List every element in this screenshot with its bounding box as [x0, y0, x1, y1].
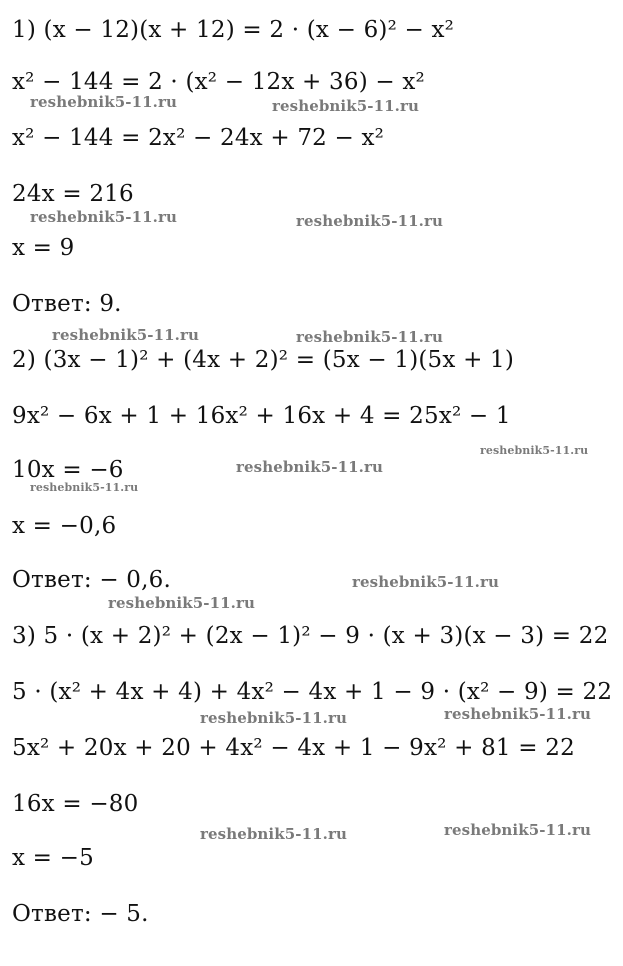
- watermark: reshebnik5-11.ru: [200, 825, 347, 843]
- problem-3-solution: x = −5: [12, 845, 94, 871]
- watermark: reshebnik5-11.ru: [480, 444, 589, 457]
- problem-2-step-expand: 9x² − 6x + 1 + 16x² + 16x + 4 = 25x² − 1: [12, 403, 511, 429]
- problem-1-step-expand: x² − 144 = 2 · (x² − 12x + 36) − x²: [12, 69, 425, 95]
- problem-1-answer: Ответ: 9.: [12, 291, 122, 317]
- problem-3-equation: 3) 5 · (x + 2)² + (2x − 1)² − 9 · (x + 3)(x − 3) = 22: [12, 623, 609, 649]
- watermark: reshebnik5-11.ru: [272, 97, 419, 115]
- watermark: reshebnik5-11.ru: [444, 821, 591, 839]
- problem-1-step-linear: 24x = 216: [12, 181, 134, 207]
- watermark: reshebnik5-11.ru: [30, 93, 177, 111]
- watermark: reshebnik5-11.ru: [30, 481, 139, 494]
- watermark: reshebnik5-11.ru: [30, 208, 177, 226]
- problem-3-step-expand: 5 · (x² + 4x + 4) + 4x² − 4x + 1 − 9 · (x² − 9) = 22: [12, 679, 613, 705]
- watermark: reshebnik5-11.ru: [352, 573, 499, 591]
- problem-2-equation: 2) (3x − 1)² + (4x + 2)² = (5x − 1)(5x + 1): [12, 347, 515, 373]
- problem-2-solution: x = −0,6: [12, 513, 117, 539]
- problem-3-step-simplify: 5x² + 20x + 20 + 4x² − 4x + 1 − 9x² + 81 = 22: [12, 735, 575, 761]
- watermark: reshebnik5-11.ru: [52, 326, 199, 344]
- watermark: reshebnik5-11.ru: [200, 709, 347, 727]
- watermark: reshebnik5-11.ru: [296, 212, 443, 230]
- problem-3-step-linear: 16x = −80: [12, 791, 139, 817]
- problem-2-answer: Ответ: − 0,6.: [12, 567, 171, 593]
- problem-1-solution: x = 9: [12, 235, 75, 261]
- watermark: reshebnik5-11.ru: [236, 458, 383, 476]
- watermark: reshebnik5-11.ru: [296, 328, 443, 346]
- problem-1-step-simplify: x² − 144 = 2x² − 24x + 72 − x²: [12, 125, 385, 151]
- watermark: reshebnik5-11.ru: [108, 594, 255, 612]
- problem-1-equation: 1) (x − 12)(x + 12) = 2 · (x − 6)² − x²: [12, 17, 455, 43]
- problem-3-answer: Ответ: − 5.: [12, 901, 149, 927]
- watermark: reshebnik5-11.ru: [444, 705, 591, 723]
- problem-2-step-linear: 10x = −6: [12, 457, 124, 483]
